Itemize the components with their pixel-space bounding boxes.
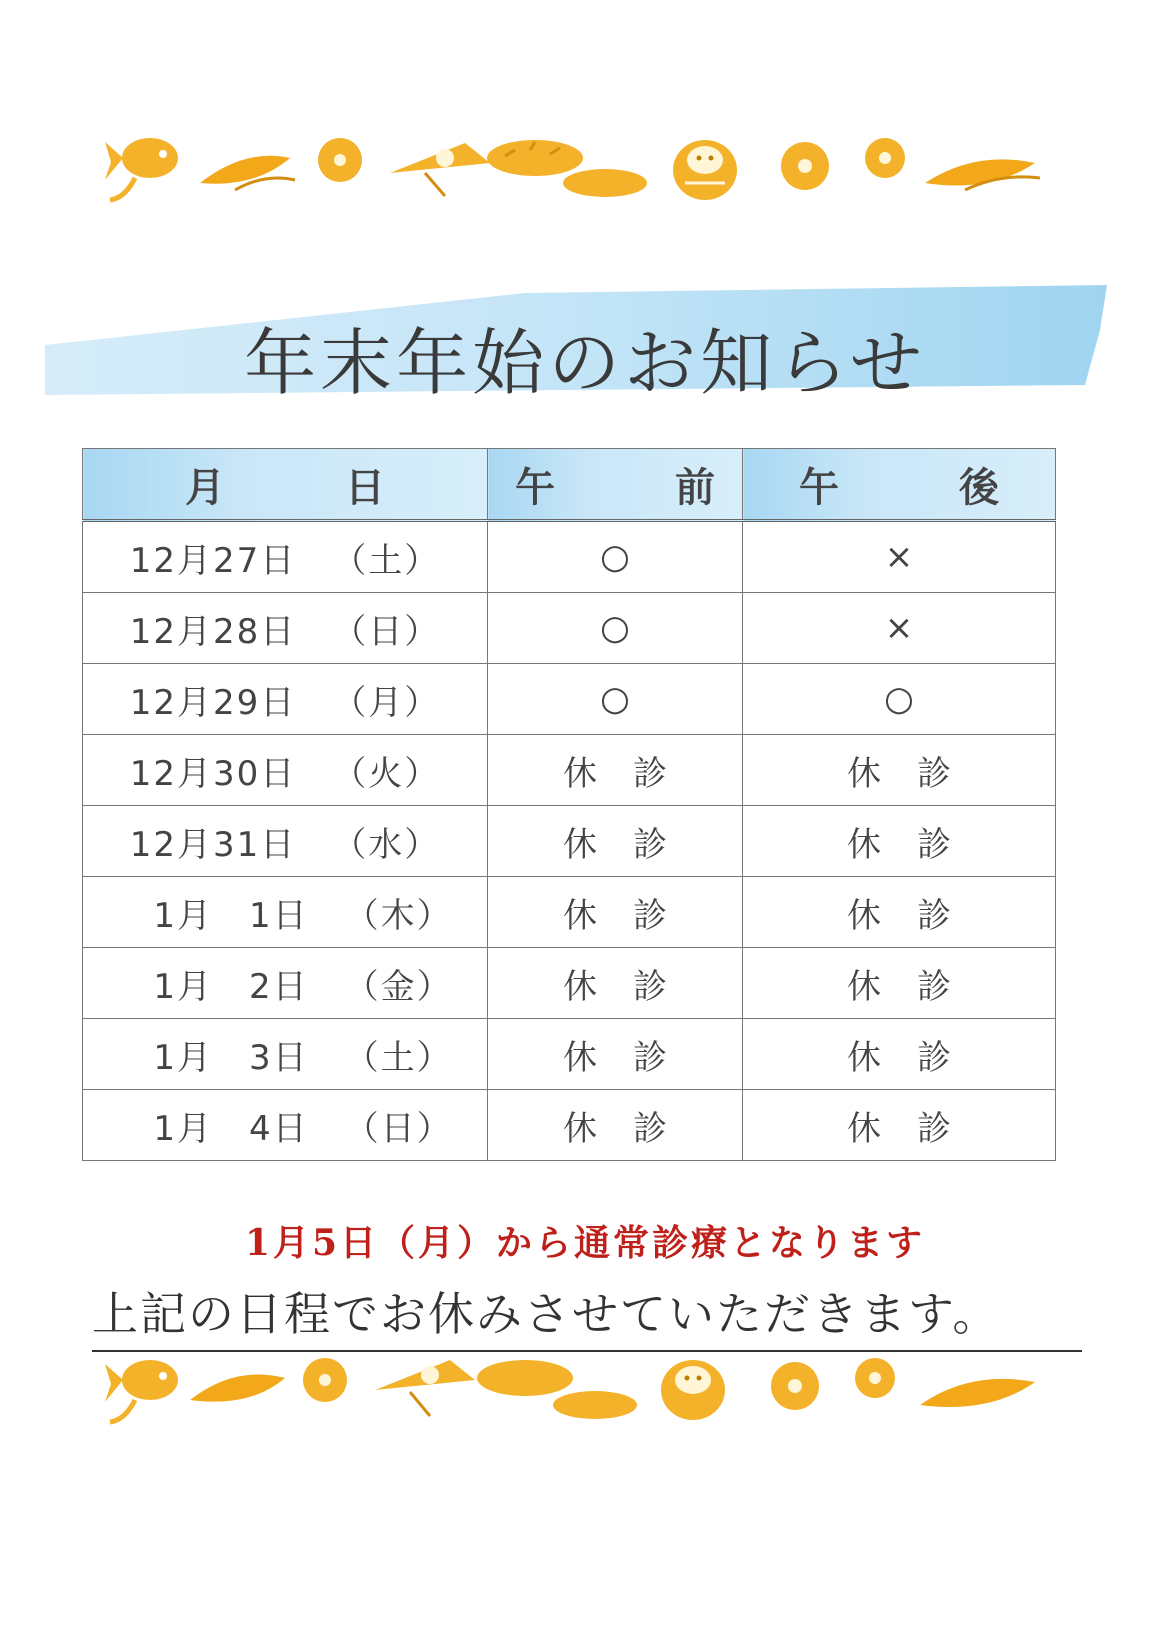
bamboo-leaf-icon xyxy=(920,1379,1035,1407)
cell-date xyxy=(83,806,488,877)
closed-label: 休診 xyxy=(847,753,987,794)
cell-morning xyxy=(488,948,743,1019)
table-row xyxy=(83,1019,1056,1090)
cell-afternoon xyxy=(743,1019,1056,1090)
cell-afternoon xyxy=(743,664,1056,735)
cell-afternoon xyxy=(743,593,1056,664)
table-row xyxy=(83,593,1056,664)
decoration-row-bottom xyxy=(105,1350,1065,1430)
date-text: 1月 2日 xyxy=(117,966,309,1007)
day-of-week: （水） xyxy=(332,824,441,865)
closed-label: 休診 xyxy=(563,1108,703,1149)
resume-notice: 1月5日（月）から通常診療となります xyxy=(244,1222,926,1264)
day-of-week: （月） xyxy=(332,682,441,723)
cell-date xyxy=(83,735,488,806)
closed-label: 休診 xyxy=(563,895,703,936)
date-text: 12月27日 xyxy=(129,540,297,581)
closed-label: 休診 xyxy=(847,966,987,1007)
cell-afternoon xyxy=(743,1090,1056,1161)
table-row xyxy=(83,877,1056,948)
date-text: 1月 1日 xyxy=(117,895,309,936)
goldfish-icon xyxy=(105,138,178,200)
page-title: 年末年始のお知らせ xyxy=(244,321,926,405)
goldfish-icon xyxy=(105,1360,178,1422)
folding-fan-icon xyxy=(375,1360,475,1416)
daruma-icon xyxy=(661,1360,725,1420)
bamboo-leaf-icon xyxy=(925,159,1040,190)
plum-blossom-icon xyxy=(855,1358,895,1398)
cell-date xyxy=(83,1019,488,1090)
cell-morning xyxy=(488,806,743,877)
daruma-icon xyxy=(673,140,737,200)
new-year-ornaments xyxy=(105,1350,1065,1430)
schedule-table xyxy=(82,448,1056,1161)
status-mark: ○ xyxy=(600,608,630,648)
date-text: 12月28日 xyxy=(129,611,297,652)
cell-afternoon xyxy=(743,877,1056,948)
table-row xyxy=(83,1090,1056,1161)
bamboo-leaf-icon xyxy=(200,156,295,190)
cell-morning xyxy=(488,1090,743,1161)
table-row xyxy=(83,521,1056,593)
day-of-week: （土） xyxy=(332,540,441,581)
header-am: 午 前 xyxy=(488,449,743,521)
closed-label: 休診 xyxy=(847,824,987,865)
cell-date xyxy=(83,948,488,1019)
closed-label: 休診 xyxy=(563,966,703,1007)
day-of-week: （木） xyxy=(344,895,453,936)
closed-label: 休診 xyxy=(847,895,987,936)
date-text: 12月31日 xyxy=(129,824,297,865)
cell-morning xyxy=(488,1019,743,1090)
pine-icon xyxy=(487,140,647,197)
closed-label: 休診 xyxy=(847,1108,987,1149)
day-of-week: （土） xyxy=(344,1037,453,1078)
closed-label: 休診 xyxy=(563,753,703,794)
date-text: 1月 4日 xyxy=(117,1108,309,1149)
header-pm: 午 後 xyxy=(743,449,1056,521)
date-text: 1月 3日 xyxy=(117,1037,309,1078)
status-mark: × xyxy=(884,608,914,648)
day-of-week: （火） xyxy=(332,753,441,794)
header-date: 月 日 xyxy=(83,449,488,521)
date-text: 12月29日 xyxy=(129,682,297,723)
day-of-week: （日） xyxy=(332,611,441,652)
pine-icon xyxy=(477,1360,637,1419)
folding-fan-icon xyxy=(390,143,490,196)
cell-date xyxy=(83,664,488,735)
plum-blossom-icon xyxy=(303,1358,347,1402)
status-mark: ○ xyxy=(884,679,914,719)
table-header-row xyxy=(83,449,1056,521)
status-mark: ○ xyxy=(600,679,630,719)
new-year-ornaments xyxy=(105,128,1065,208)
plum-blossom-icon xyxy=(771,1362,819,1410)
day-of-week: （金） xyxy=(344,966,453,1007)
day-of-week: （日） xyxy=(344,1108,453,1149)
cell-date xyxy=(83,1090,488,1161)
cell-afternoon xyxy=(743,735,1056,806)
cell-morning xyxy=(488,593,743,664)
table-row xyxy=(83,806,1056,877)
closing-message: 上記の日程でお休みさせていただきます。 xyxy=(92,1278,1082,1352)
plum-blossom-icon xyxy=(318,138,362,182)
closed-label: 休診 xyxy=(563,1037,703,1078)
decoration-row-top xyxy=(105,128,1065,208)
cell-date xyxy=(83,877,488,948)
closed-label: 休診 xyxy=(563,824,703,865)
cell-date xyxy=(83,521,488,593)
table-row xyxy=(83,735,1056,806)
date-text: 12月30日 xyxy=(129,753,297,794)
plum-blossom-icon xyxy=(781,142,829,190)
table-row xyxy=(83,664,1056,735)
cell-date xyxy=(83,593,488,664)
cell-morning xyxy=(488,735,743,806)
bamboo-leaf-icon xyxy=(190,1374,285,1401)
status-mark: × xyxy=(884,537,914,577)
cell-morning xyxy=(488,664,743,735)
cell-morning xyxy=(488,521,743,593)
cell-afternoon xyxy=(743,948,1056,1019)
closed-label: 休診 xyxy=(847,1037,987,1078)
plum-blossom-icon xyxy=(865,138,905,178)
status-mark: ○ xyxy=(600,537,630,577)
cell-morning xyxy=(488,877,743,948)
cell-afternoon xyxy=(743,806,1056,877)
cell-afternoon xyxy=(743,521,1056,593)
table-row xyxy=(83,948,1056,1019)
